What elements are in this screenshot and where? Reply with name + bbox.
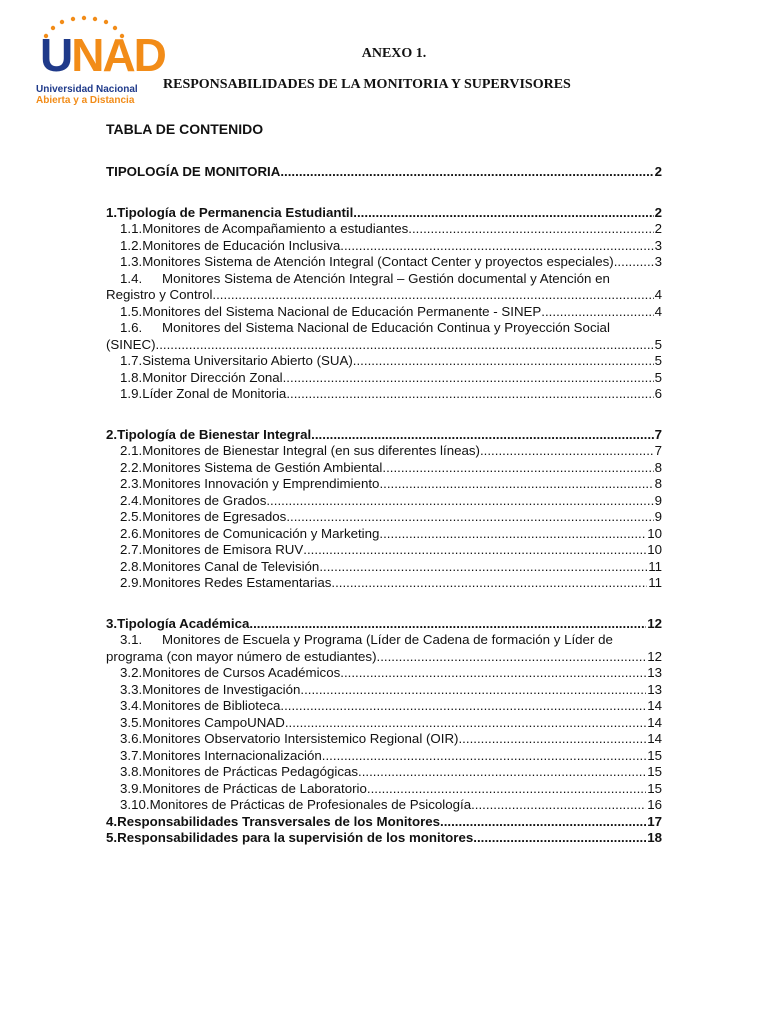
toc-entry-number: 1.8. (120, 369, 143, 385)
toc-entry-text: Tipología Académica (117, 615, 250, 631)
toc-leader (311, 427, 653, 444)
toc-entry-text: Monitores Canal de Televisión (142, 558, 320, 574)
toc-page-number: 11 (648, 558, 662, 574)
toc-page-number: 8 (654, 459, 662, 475)
toc-subentry[interactable] (106, 386, 662, 403)
toc-leader (300, 682, 646, 699)
toc-entry-number: 1.6. (120, 320, 143, 335)
toc-leader (541, 304, 653, 321)
toc-entry-number: 3.10. (120, 797, 150, 812)
toc-entry-text: Líder Zonal de Monitoria (142, 386, 287, 401)
toc-entry-number: 3.2. (120, 665, 143, 680)
toc-subentry[interactable] (106, 493, 662, 510)
toc-leader (303, 542, 646, 559)
toc-entry-number: 2.8. (120, 558, 143, 574)
toc-subentry[interactable] (106, 632, 662, 649)
toc-entry-number: 2.6. (120, 525, 143, 541)
annex-label: ANEXO 1. (361, 46, 427, 61)
toc-page-number: 10 (647, 525, 662, 541)
toc-entry-section-5[interactable] (106, 830, 662, 847)
toc-subentry[interactable] (106, 304, 662, 321)
toc-subentry-continuation[interactable] (106, 649, 662, 666)
toc-entry-text: Monitores de Educación Inclusiva (142, 237, 341, 253)
toc-entry-number: 4. (106, 813, 118, 829)
toc-subentry-continuation[interactable] (106, 337, 662, 354)
toc-entry-number: 2.2. (120, 459, 143, 475)
toc-page-number: 13 (647, 665, 662, 680)
toc-entry-tipologia[interactable] (106, 164, 662, 181)
toc-page-number: 14 (647, 698, 662, 713)
toc-subentry[interactable] (106, 443, 662, 460)
toc-entry-text: Tipología de Permanencia Estudiantil (117, 204, 354, 220)
toc-entry-text: Monitores Sistema de Gestión Ambiental (142, 459, 383, 475)
toc-entry-text: Monitores Sistema de Atención Integral (Contact Center y proyectos especiales) (142, 254, 614, 269)
toc-leader (286, 509, 653, 526)
toc-page-number: 11 (648, 575, 662, 590)
toc-entry-text: Monitores del Sistema Nacional de Educación Permanente - SINEP (142, 303, 542, 319)
toc-subentry[interactable] (106, 764, 662, 781)
toc-entry-number: 2.9. (120, 575, 143, 590)
toc-leader (331, 575, 647, 592)
toc-entry-text: Monitores de Egresados (142, 509, 287, 524)
toc-entry-number: 3.5. (120, 714, 143, 730)
toc-leader (379, 476, 653, 493)
annex-heading (0, 46, 768, 62)
toc-page-number: 9 (654, 492, 662, 508)
toc-entry-text: Sistema Universitario Abierto (SUA) (142, 353, 353, 368)
toc-subentry[interactable] (106, 731, 662, 748)
logo-letter-u: U (40, 29, 72, 81)
toc-leader (477, 830, 646, 847)
toc-leader (379, 526, 646, 543)
toc-entry-text: Monitores del Sistema Nacional de Educación Continua y Proyección Social (162, 320, 610, 335)
logo-letters-nad: NAD (71, 29, 165, 81)
toc-subentry[interactable] (106, 575, 662, 592)
toc-entry-text: TIPOLOGÍA DE MONITORIA (106, 164, 281, 179)
toc-page-number: 14 (647, 731, 662, 746)
toc-subentry[interactable] (106, 509, 662, 526)
toc-entry-text: Monitores de Comunicación y Marketing (142, 525, 380, 541)
toc-page-number: 17 (647, 813, 662, 829)
toc-leader (440, 814, 646, 831)
toc-subentry[interactable] (106, 370, 662, 387)
toc-page-number: 7 (654, 426, 662, 442)
toc-page-number: 3 (654, 254, 662, 269)
toc-subentry[interactable] (106, 797, 662, 814)
toc-entry-number: 2.3. (120, 476, 143, 491)
toc-entry-number: 1.4. (120, 270, 143, 286)
toc-leader (266, 493, 653, 510)
document-title: RESPONSABILIDADES DE LA MONITORIA Y SUPERVISORES (163, 77, 571, 92)
toc-page-number: 15 (647, 780, 662, 796)
toc-subentry[interactable] (106, 476, 662, 493)
toc-entry-number: 1.9. (120, 386, 143, 401)
toc-page-number: 8 (654, 476, 662, 491)
toc-page-number: 2 (654, 221, 662, 236)
toc-entry-text: Monitor Dirección Zonal (142, 369, 283, 385)
toc-subentry[interactable] (106, 526, 662, 543)
table-of-contents (106, 164, 662, 847)
toc-page-number: 12 (647, 615, 662, 631)
toc-entry-text: Responsabilidades Transversales de los Monitores (117, 813, 441, 829)
toc-entry-text: Monitores de Escuela y Programa (Líder de Cadena de formación y Líder de (162, 632, 613, 647)
toc-page-number: 3 (654, 237, 662, 253)
toc-entry-number: 1.3. (120, 254, 143, 269)
toc-entry-number: 2.7. (120, 542, 143, 557)
toc-entry-number: 5. (106, 830, 118, 845)
toc-entry-number: 3.4. (120, 698, 143, 713)
toc-leader (458, 731, 646, 748)
toc-subentry[interactable] (106, 665, 662, 682)
toc-leader (340, 238, 653, 255)
toc-leader (380, 649, 646, 666)
toc-entry-number: 3.9. (120, 780, 143, 796)
toc-page-number: 10 (647, 542, 662, 557)
toc-leader (408, 221, 653, 238)
toc-page-number: 12 (647, 648, 662, 664)
toc-leader (367, 781, 646, 798)
toc-entry-text: Monitores Redes Estamentarias (142, 575, 332, 590)
toc-leader (322, 748, 646, 765)
toc-subentry[interactable] (106, 238, 662, 255)
toc-entry-text: Registro y Control (106, 287, 213, 302)
toc-entry-number: 2. (106, 426, 118, 442)
toc-subentry[interactable] (106, 682, 662, 699)
toc-leader (283, 370, 654, 387)
toc-page-number: 4 (654, 303, 662, 319)
toc-page-number: 6 (654, 386, 662, 401)
toc-entry-section-1[interactable] (106, 205, 662, 222)
toc-heading: TABLA DE CONTENIDO (106, 121, 264, 137)
toc-page-number: 16 (647, 797, 662, 812)
toc-page-number: 15 (647, 764, 662, 779)
toc-page-number: 5 (654, 369, 662, 385)
toc-entry-text: Monitores de Investigación (142, 681, 301, 697)
toc-leader (353, 205, 653, 222)
toc-entry-number: 1.1. (120, 221, 143, 236)
toc-entry-text: Monitores de Grados (142, 492, 267, 508)
toc-subentry[interactable] (106, 715, 662, 732)
toc-subentry[interactable] (106, 748, 662, 765)
toc-page-number: 14 (647, 714, 662, 730)
toc-leader (358, 764, 646, 781)
toc-page-number: 4 (654, 287, 662, 302)
toc-entry-number: 1.2. (120, 237, 143, 253)
toc-entry-number: 3.1. (120, 632, 143, 647)
toc-entry-text: Monitores Internacionalización (142, 747, 322, 763)
logo-line-1: Universidad Nacional (36, 84, 138, 95)
toc-entry-number: 3.6. (120, 731, 143, 746)
toc-page-number: 15 (647, 747, 662, 763)
toc-entry-number: 2.4. (120, 492, 143, 508)
toc-leader (614, 254, 654, 271)
toc-entry-number: 3. (106, 615, 118, 631)
toc-entry-number: 2.1. (120, 443, 143, 458)
toc-entry-text: Monitores Innovación y Emprendimiento (142, 476, 380, 491)
toc-subentry[interactable] (106, 781, 662, 798)
toc-leader (286, 386, 653, 403)
toc-entry-text: Monitores Sistema de Atención Integral – Gestión documental y Atención en (162, 270, 610, 286)
toc-entry-section-3[interactable] (106, 616, 662, 633)
toc-leader (353, 353, 654, 370)
toc-entry-text: Monitores CampoUNAD (142, 714, 285, 730)
toc-leader (280, 164, 653, 181)
toc-page-number: 2 (654, 164, 662, 179)
toc-leader (285, 715, 646, 732)
toc-leader (212, 287, 653, 304)
toc-subentry[interactable] (106, 320, 662, 337)
toc-leader (280, 698, 646, 715)
toc-leader (340, 665, 646, 682)
toc-entry-text: Responsabilidades para la supervisión de los monitores. (117, 830, 477, 845)
toc-subentry[interactable] (106, 254, 662, 271)
toc-subentry[interactable] (106, 460, 662, 477)
toc-page-number: 5 (654, 353, 662, 368)
toc-page-number: 13 (647, 681, 662, 697)
toc-subentry[interactable] (106, 221, 662, 238)
toc-subentry[interactable] (106, 542, 662, 559)
toc-leader (471, 797, 646, 814)
toc-leader (480, 443, 654, 460)
toc-entry-text: Monitores Observatorio Intersistemico Regional (OIR) (142, 731, 459, 746)
toc-page-number: 5 (654, 336, 662, 352)
toc-subentry[interactable] (106, 698, 662, 715)
toc-subentry[interactable] (106, 559, 662, 576)
toc-entry-number: 1.5. (120, 303, 143, 319)
toc-entry-text: Monitores de Cursos Académicos (142, 665, 341, 680)
toc-entry-number: 1.7. (120, 353, 143, 368)
toc-subentry[interactable] (106, 353, 662, 370)
toc-subentry-continuation[interactable] (106, 287, 662, 304)
toc-entry-section-4[interactable] (106, 814, 662, 831)
toc-entry-number: 3.8. (120, 764, 143, 779)
toc-subentry[interactable] (106, 271, 662, 288)
toc-entry-text: Monitores de Biblioteca (142, 698, 281, 713)
toc-entry-number: 1. (106, 204, 118, 220)
toc-entry-number: 3.7. (120, 747, 143, 763)
toc-entry-number: 2.5. (120, 509, 143, 524)
toc-page-number: 7 (654, 443, 662, 458)
toc-entry-text: programa (con mayor número de estudiantes). (106, 648, 381, 664)
toc-page-number: 9 (654, 509, 662, 524)
toc-entry-text: Monitores de Prácticas de Laboratorio (142, 780, 367, 796)
toc-entry-text: Monitores de Acompañamiento a estudiantes (142, 221, 409, 236)
logo-line-2: Abierta y a Distancia (36, 95, 135, 106)
toc-page-number: 2 (654, 204, 662, 220)
toc-page-number: 18 (647, 830, 662, 845)
toc-entry-number: 3.3. (120, 681, 143, 697)
toc-entry-text: Monitores de Bienestar Integral (en sus diferentes líneas) (142, 443, 480, 458)
toc-leader (382, 460, 653, 477)
toc-entry-text: Monitores de Prácticas Pedagógicas (142, 764, 359, 779)
toc-entry-text: Tipología de Bienestar Integral (117, 426, 312, 442)
toc-entry-text: Monitores de Emisora RUV (142, 542, 304, 557)
toc-leader (156, 337, 654, 354)
toc-leader (249, 616, 646, 633)
toc-leader (319, 559, 647, 576)
toc-entry-text: (SINEC) (106, 336, 156, 352)
toc-entry-text: Monitores de Prácticas de Profesionales de Psicología (149, 797, 472, 812)
toc-entry-section-2[interactable] (106, 427, 662, 444)
